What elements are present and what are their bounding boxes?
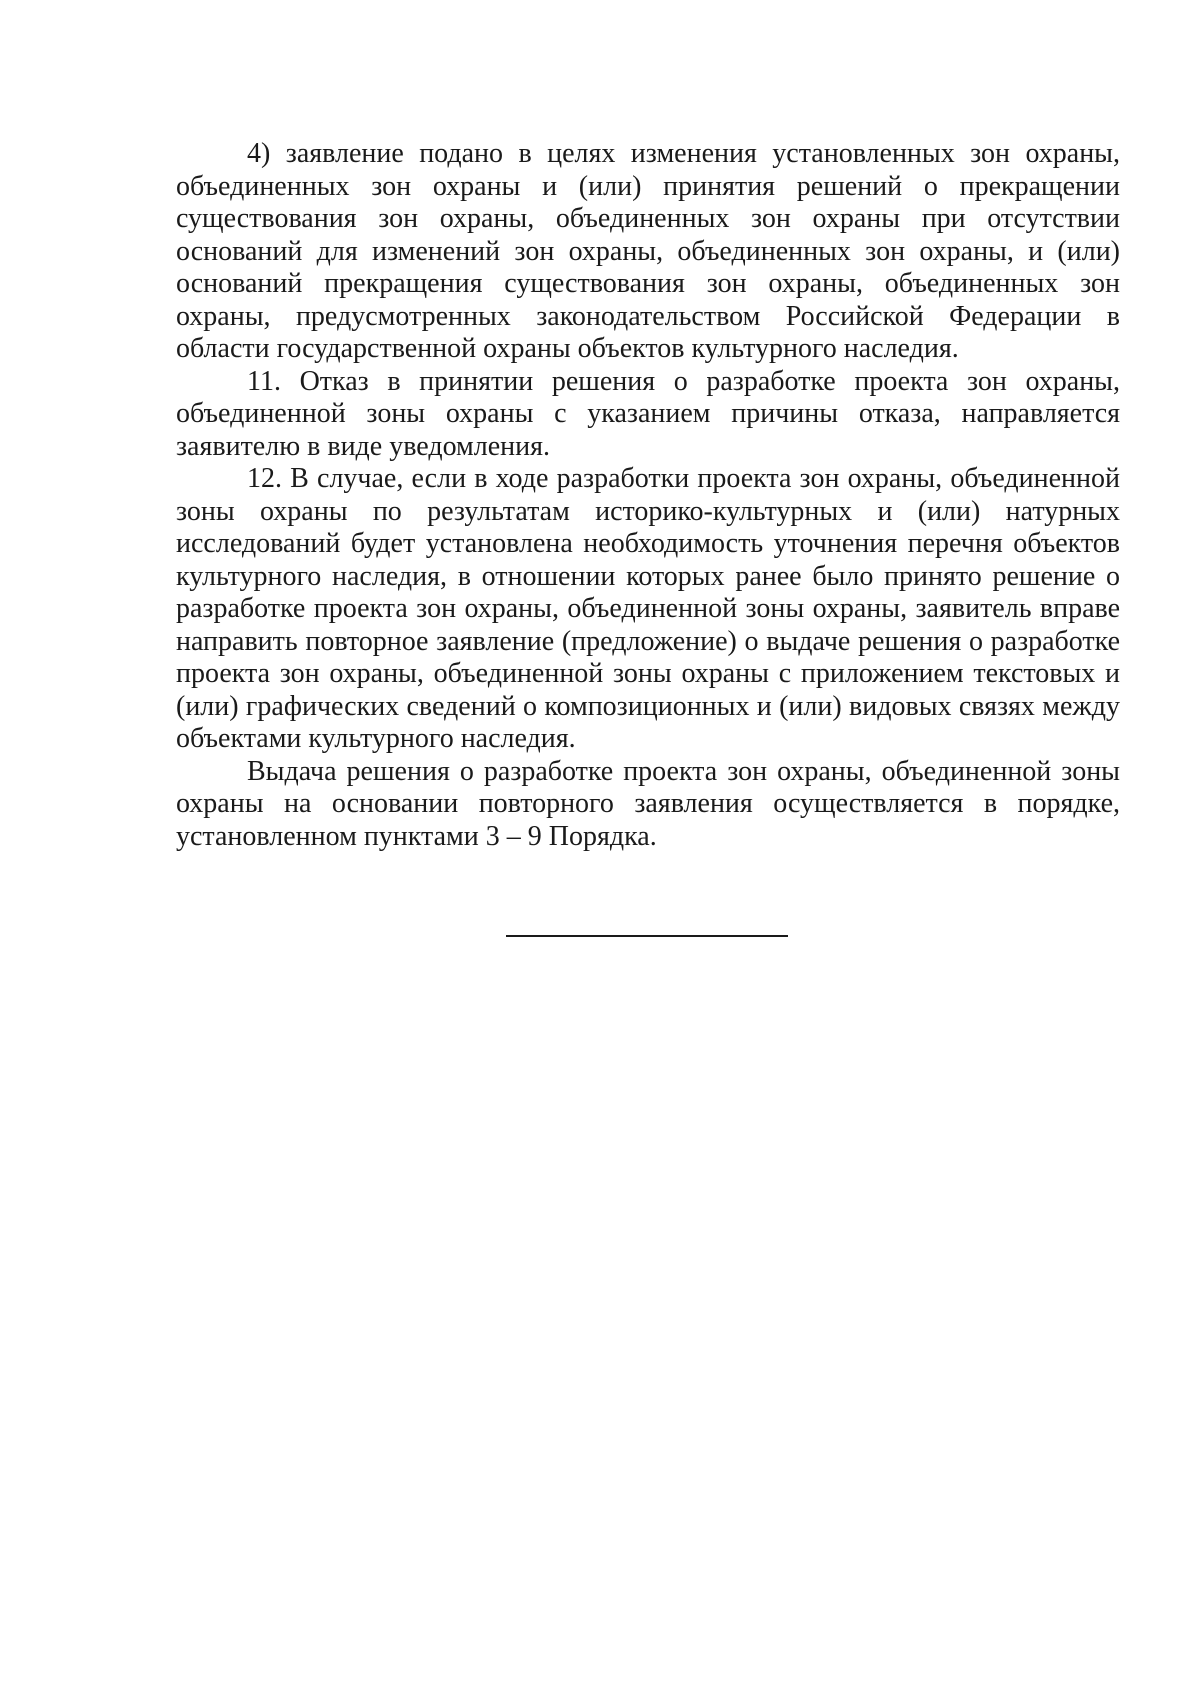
paragraph-clause-11: 11. Отказ в принятии решения о разработке проекта зон охраны, объединенной зоны охраны с указанием причины отказа, направляется заявителю в виде уведомления. — [176, 365, 1120, 462]
document-body — [176, 138, 1120, 853]
end-divider-line — [506, 935, 788, 937]
paragraph-clause-12: 12. В случае, если в ходе разработки проекта зон охраны, объединенной зоны охраны по результатам историко-культурных и (или) натурных исследований будет установлена необходимость уточнения перечня объектов культурного наследия, в отношении которых ранее было принято решение о разработке проекта зон охраны, объединенной зоны охраны, заявитель вправе направить повторное заявление (предложение) о выдаче решения о разработке проекта зон охраны, объединенной зоны охраны с приложением текстовых и (или) графических сведений о композиционных и (или) видовых связях между объектами культурного наследия. — [176, 463, 1120, 754]
paragraph-item-4: 4) заявление подано в целях изменения установленных зон охраны, объединенных зон охраны и (или) принятия решений о прекращении существования зон охраны, объединенных зон охраны при отсутствии оснований для изменений зон охраны, объединенных зон охраны, и (или) оснований прекращения существования зон охраны, объединенных зон охраны, предусмотренных законодательством Российской Федерации в области государственной охраны объектов культурного наследия. — [176, 138, 1120, 364]
paragraph-reissue: Выдача решения о разработке проекта зон охраны, объединенной зоны охраны на основании повторного заявления осуществляется в порядке, установленном пунктами 3 – 9 Порядка. — [176, 755, 1120, 852]
